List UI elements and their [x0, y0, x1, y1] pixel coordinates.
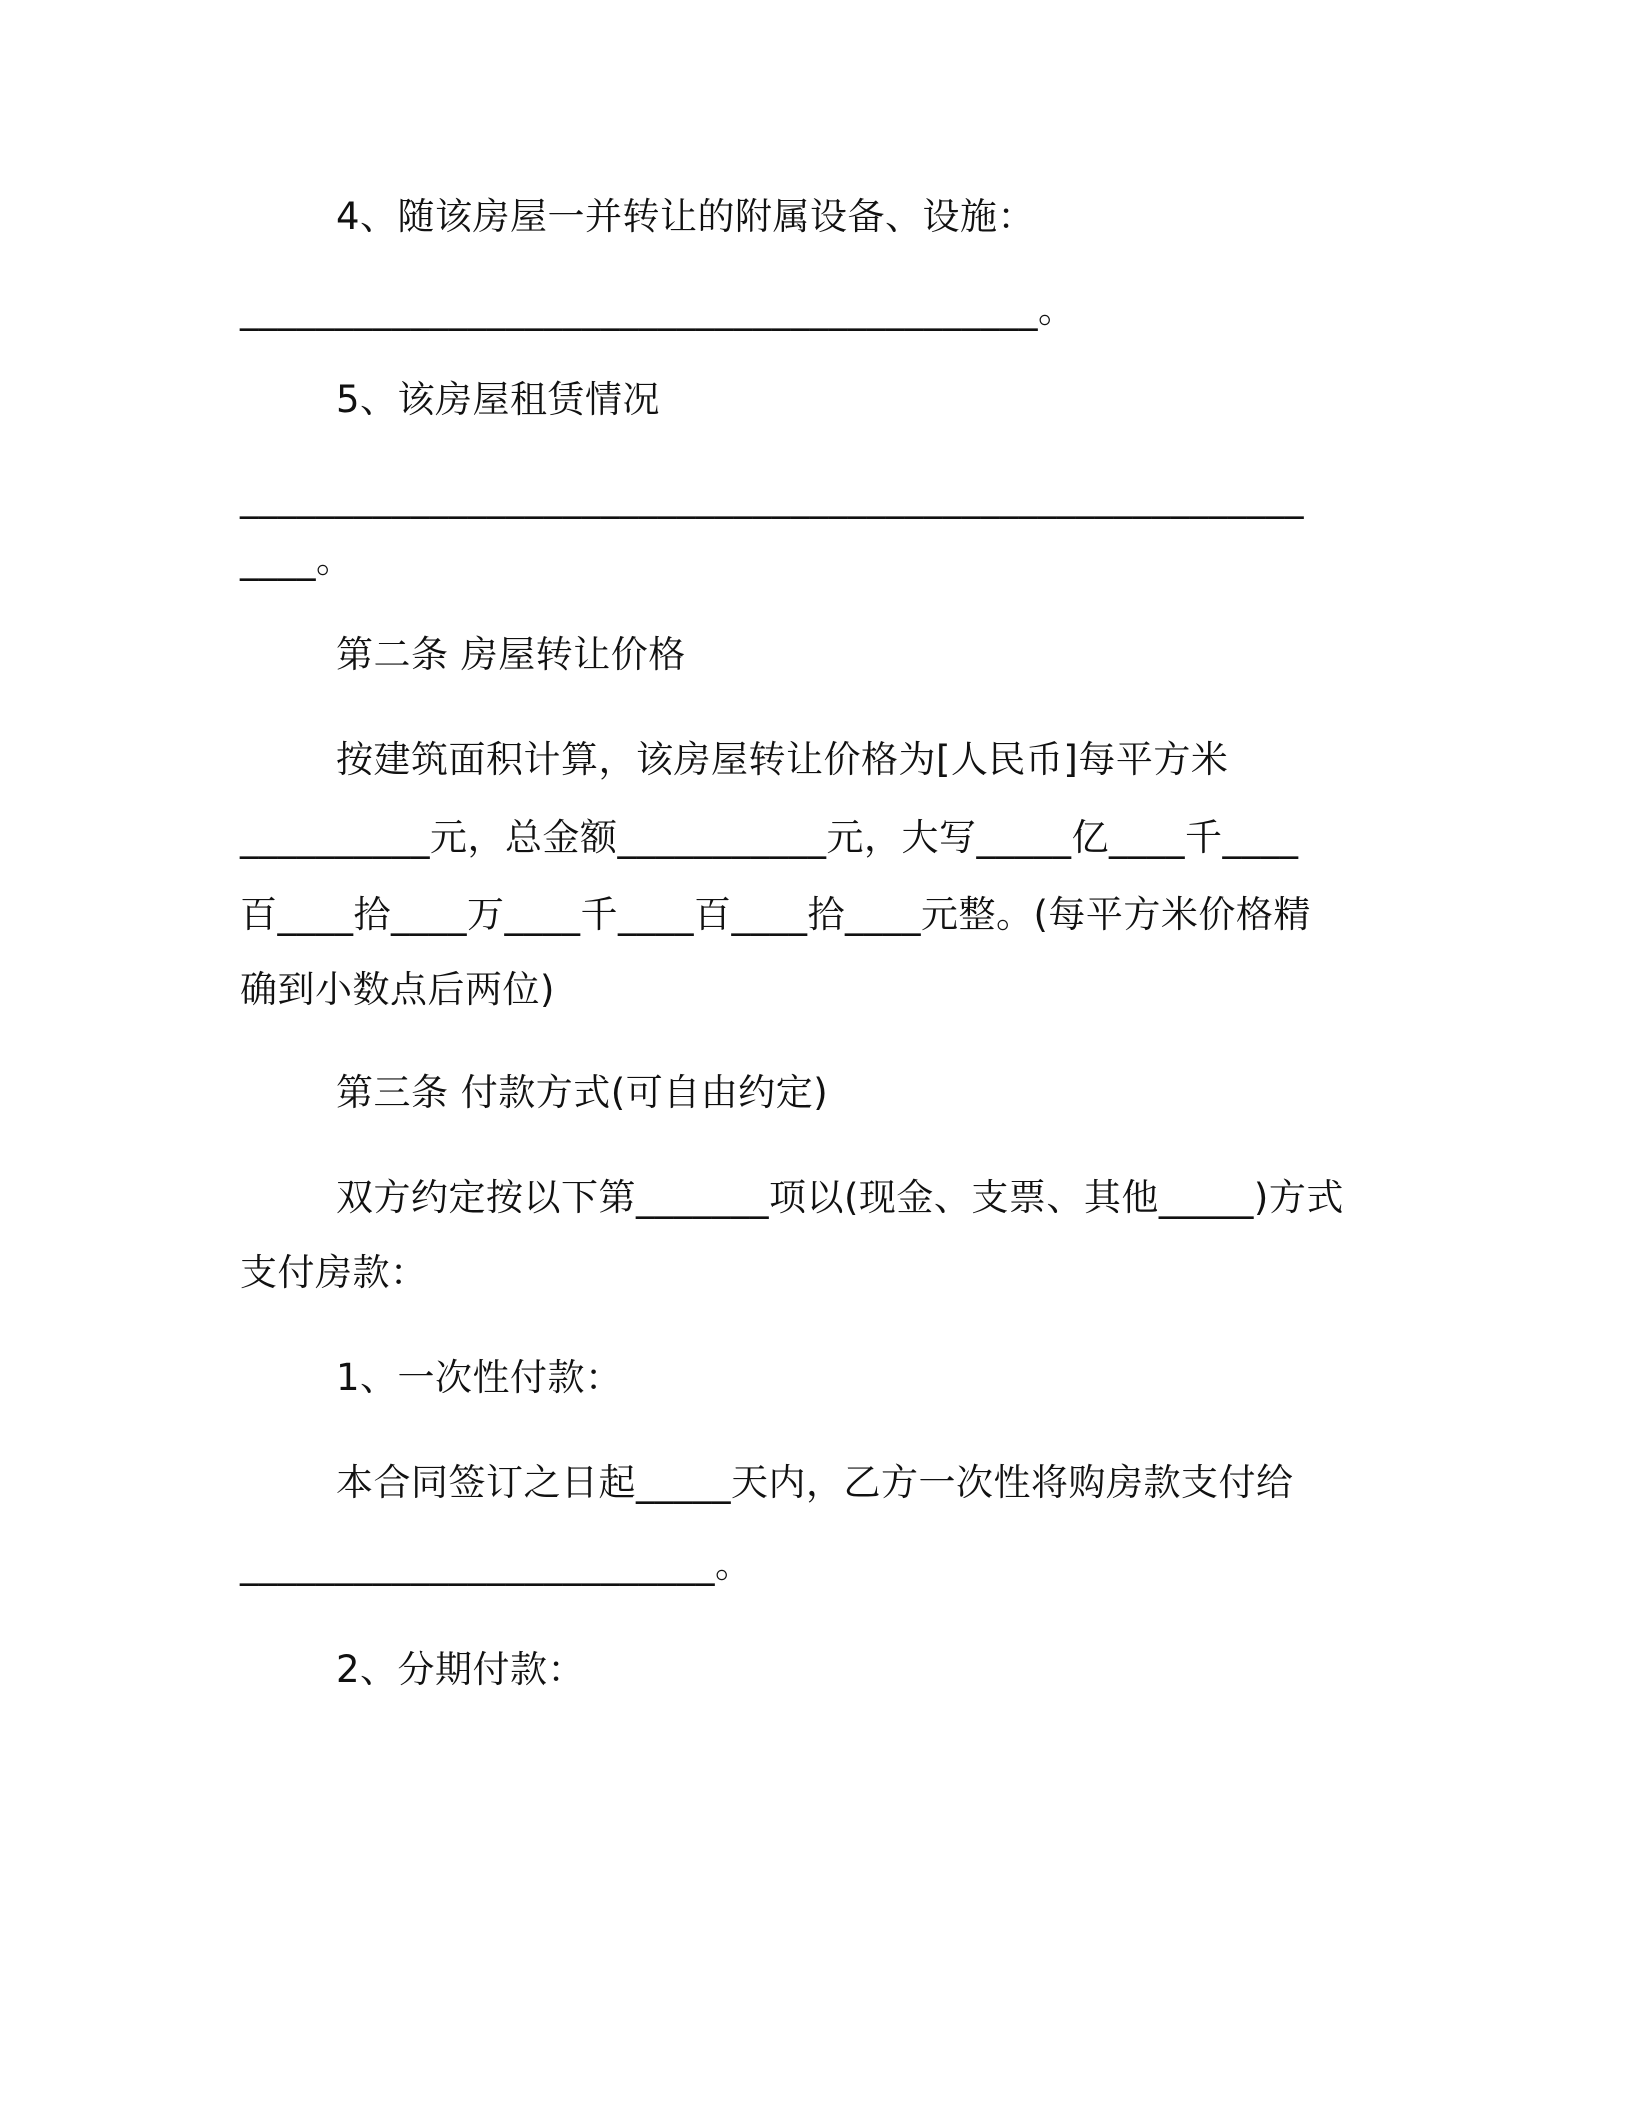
article-2-heading: 第二条 房屋转让价格 [336, 633, 686, 676]
blank-line-lease-1: ________________________________________________________ [240, 476, 1304, 519]
payment-paragraph-line-1: 双方约定按以下第_______项以(现金、支票、其他_____)方式 [336, 1176, 1344, 1219]
payment-paragraph-line-2: 支付房款： [240, 1251, 428, 1294]
price-paragraph-line-2: __________元，总金额___________元，大写_____亿____千____ [240, 816, 1299, 859]
article-3-heading: 第三条 付款方式(可自由约定) [336, 1071, 829, 1114]
price-paragraph-line-4: 确到小数点后两位) [240, 968, 555, 1011]
blank-line-lease-2: ____。 [240, 538, 354, 581]
item-1-lump-sum: 1、一次性付款： [336, 1356, 623, 1399]
lump-sum-paragraph-line-2: _________________________。 [240, 1543, 753, 1586]
item-5-lease-status: 5、该房屋租赁情况 [336, 378, 661, 421]
blank-line-facilities: __________________________________________。 [240, 288, 1076, 331]
lump-sum-paragraph-line-1: 本合同签订之日起_____天内，乙方一次性将购房款支付给 [336, 1461, 1294, 1504]
price-paragraph-line-3: 百____拾____万____千____百____拾____元整。(每平方米价格精 [240, 893, 1311, 936]
item-2-installments: 2、分期付款： [336, 1648, 586, 1691]
item-4-attached-facilities: 4、随该房屋一并转让的附属设备、设施： [336, 195, 1036, 238]
price-paragraph-line-1: 按建筑面积计算，该房屋转让价格为[人民币]每平方米 [336, 738, 1229, 781]
